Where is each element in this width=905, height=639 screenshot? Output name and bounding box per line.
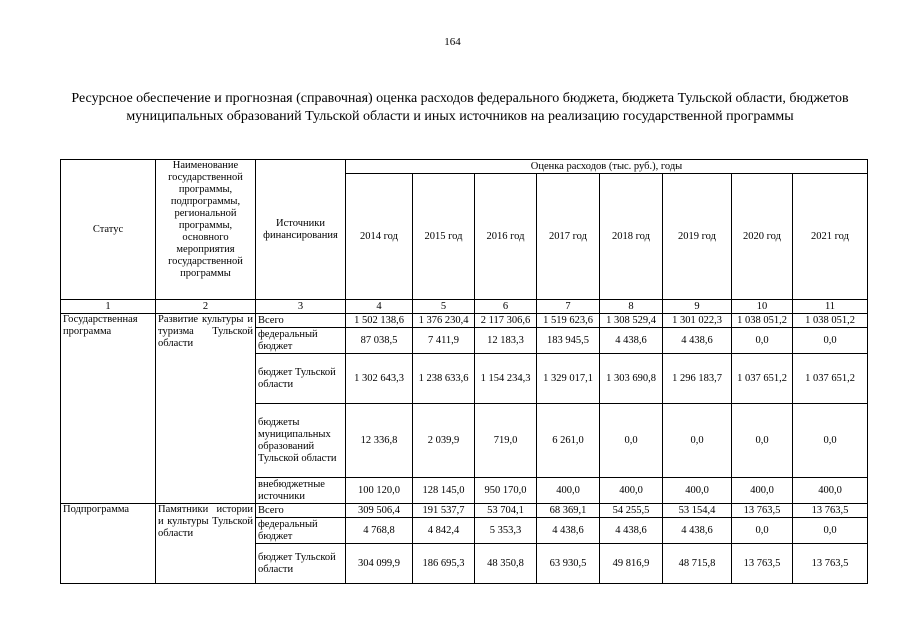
value-cell: 53 704,1 bbox=[475, 504, 537, 518]
header-year: 2019 год bbox=[663, 174, 732, 300]
column-number: 8 bbox=[600, 300, 663, 314]
program-name-cell: Памятники истории и культуры Тульской области bbox=[156, 504, 256, 584]
value-cell: 0,0 bbox=[732, 404, 793, 478]
column-number: 9 bbox=[663, 300, 732, 314]
value-cell: 1 329 017,1 bbox=[537, 354, 600, 404]
value-cell: 49 816,9 bbox=[600, 544, 663, 584]
value-cell: 1 303 690,8 bbox=[600, 354, 663, 404]
value-cell: 87 038,5 bbox=[346, 328, 413, 354]
header-year: 2017 год bbox=[537, 174, 600, 300]
value-cell: 1 238 633,6 bbox=[413, 354, 475, 404]
status-cell: Государственная программа bbox=[61, 314, 156, 504]
value-cell: 183 945,5 bbox=[537, 328, 600, 354]
column-number: 7 bbox=[537, 300, 600, 314]
value-cell: 128 145,0 bbox=[413, 478, 475, 504]
value-cell: 4 768,8 bbox=[346, 518, 413, 544]
value-cell: 53 154,4 bbox=[663, 504, 732, 518]
value-cell: 48 715,8 bbox=[663, 544, 732, 584]
column-number: 4 bbox=[346, 300, 413, 314]
value-cell: 13 763,5 bbox=[732, 504, 793, 518]
header-estimate: Оценка расходов (тыс. руб.), годы bbox=[346, 160, 868, 174]
value-cell: 1 308 529,4 bbox=[600, 314, 663, 328]
column-number: 5 bbox=[413, 300, 475, 314]
source-cell: бюджет Тульской области bbox=[256, 354, 346, 404]
value-cell: 13 763,5 bbox=[793, 544, 868, 584]
value-cell: 400,0 bbox=[537, 478, 600, 504]
source-cell: Всего bbox=[256, 314, 346, 328]
value-cell: 0,0 bbox=[600, 404, 663, 478]
program-name-cell: Развитие культуры и туризма Тульской области bbox=[156, 314, 256, 504]
value-cell: 400,0 bbox=[600, 478, 663, 504]
header-status: Статус bbox=[61, 160, 156, 300]
column-number: 11 bbox=[793, 300, 868, 314]
source-cell: федеральный бюджет bbox=[256, 518, 346, 544]
value-cell: 1 519 623,6 bbox=[537, 314, 600, 328]
value-cell: 100 120,0 bbox=[346, 478, 413, 504]
value-cell: 0,0 bbox=[793, 404, 868, 478]
value-cell: 0,0 bbox=[793, 328, 868, 354]
column-number: 2 bbox=[156, 300, 256, 314]
value-cell: 2 039,9 bbox=[413, 404, 475, 478]
column-number: 10 bbox=[732, 300, 793, 314]
value-cell: 0,0 bbox=[663, 404, 732, 478]
value-cell: 309 506,4 bbox=[346, 504, 413, 518]
value-cell: 1 376 230,4 bbox=[413, 314, 475, 328]
value-cell: 400,0 bbox=[732, 478, 793, 504]
column-number: 6 bbox=[475, 300, 537, 314]
status-cell: Подпрограмма bbox=[61, 504, 156, 584]
value-cell: 191 537,7 bbox=[413, 504, 475, 518]
value-cell: 13 763,5 bbox=[793, 504, 868, 518]
column-number: 3 bbox=[256, 300, 346, 314]
value-cell: 1 296 183,7 bbox=[663, 354, 732, 404]
source-cell: федеральный бюджет bbox=[256, 328, 346, 354]
header-sources: Источники финансирования bbox=[256, 160, 346, 300]
value-cell: 12 336,8 bbox=[346, 404, 413, 478]
page-number: 164 bbox=[444, 36, 461, 48]
value-cell: 13 763,5 bbox=[732, 544, 793, 584]
value-cell: 0,0 bbox=[732, 328, 793, 354]
value-cell: 1 038 051,2 bbox=[732, 314, 793, 328]
header-year: 2014 год bbox=[346, 174, 413, 300]
value-cell: 12 183,3 bbox=[475, 328, 537, 354]
header-name: Наименование государственной программы, подпрограммы, региональной программы, основного мероприятия государственной программы bbox=[156, 160, 256, 300]
header-year: 2018 год bbox=[600, 174, 663, 300]
budget-table bbox=[60, 159, 868, 584]
value-cell: 1 302 643,3 bbox=[346, 354, 413, 404]
source-cell: бюджет Тульской области bbox=[256, 544, 346, 584]
value-cell: 1 502 138,6 bbox=[346, 314, 413, 328]
table-row bbox=[61, 504, 868, 518]
header-year: 2020 год bbox=[732, 174, 793, 300]
value-cell: 186 695,3 bbox=[413, 544, 475, 584]
header-year: 2015 год bbox=[413, 174, 475, 300]
value-cell: 0,0 bbox=[793, 518, 868, 544]
table-row bbox=[61, 314, 868, 328]
value-cell: 54 255,5 bbox=[600, 504, 663, 518]
header-year: 2016 год bbox=[475, 174, 537, 300]
value-cell: 1 037 651,2 bbox=[793, 354, 868, 404]
value-cell: 6 261,0 bbox=[537, 404, 600, 478]
value-cell: 400,0 bbox=[793, 478, 868, 504]
value-cell: 0,0 bbox=[732, 518, 793, 544]
value-cell: 4 438,6 bbox=[600, 518, 663, 544]
document-title: Ресурсное обеспечение и прогнозная (справочная) оценка расходов федерального бюджета, бюджета Тульской области, бюджетов муниципальных образований Тульской области и иных источников на реализацию государственной программы bbox=[71, 91, 849, 124]
value-cell: 304 099,9 bbox=[346, 544, 413, 584]
value-cell: 1 154 234,3 bbox=[475, 354, 537, 404]
value-cell: 400,0 bbox=[663, 478, 732, 504]
value-cell: 48 350,8 bbox=[475, 544, 537, 584]
value-cell: 4 438,6 bbox=[663, 328, 732, 354]
value-cell: 1 037 651,2 bbox=[732, 354, 793, 404]
header-year: 2021 год bbox=[793, 174, 868, 300]
value-cell: 4 438,6 bbox=[600, 328, 663, 354]
value-cell: 68 369,1 bbox=[537, 504, 600, 518]
value-cell: 4 842,4 bbox=[413, 518, 475, 544]
source-cell: бюджеты муниципальных образований Тульской области bbox=[256, 404, 346, 478]
value-cell: 1 038 051,2 bbox=[793, 314, 868, 328]
value-cell: 2 117 306,6 bbox=[475, 314, 537, 328]
value-cell: 719,0 bbox=[475, 404, 537, 478]
value-cell: 1 301 022,3 bbox=[663, 314, 732, 328]
value-cell: 4 438,6 bbox=[537, 518, 600, 544]
value-cell: 4 438,6 bbox=[663, 518, 732, 544]
value-cell: 7 411,9 bbox=[413, 328, 475, 354]
column-number: 1 bbox=[61, 300, 156, 314]
value-cell: 63 930,5 bbox=[537, 544, 600, 584]
value-cell: 950 170,0 bbox=[475, 478, 537, 504]
source-cell: внебюджетные источники bbox=[256, 478, 346, 504]
value-cell: 5 353,3 bbox=[475, 518, 537, 544]
source-cell: Всего bbox=[256, 504, 346, 518]
